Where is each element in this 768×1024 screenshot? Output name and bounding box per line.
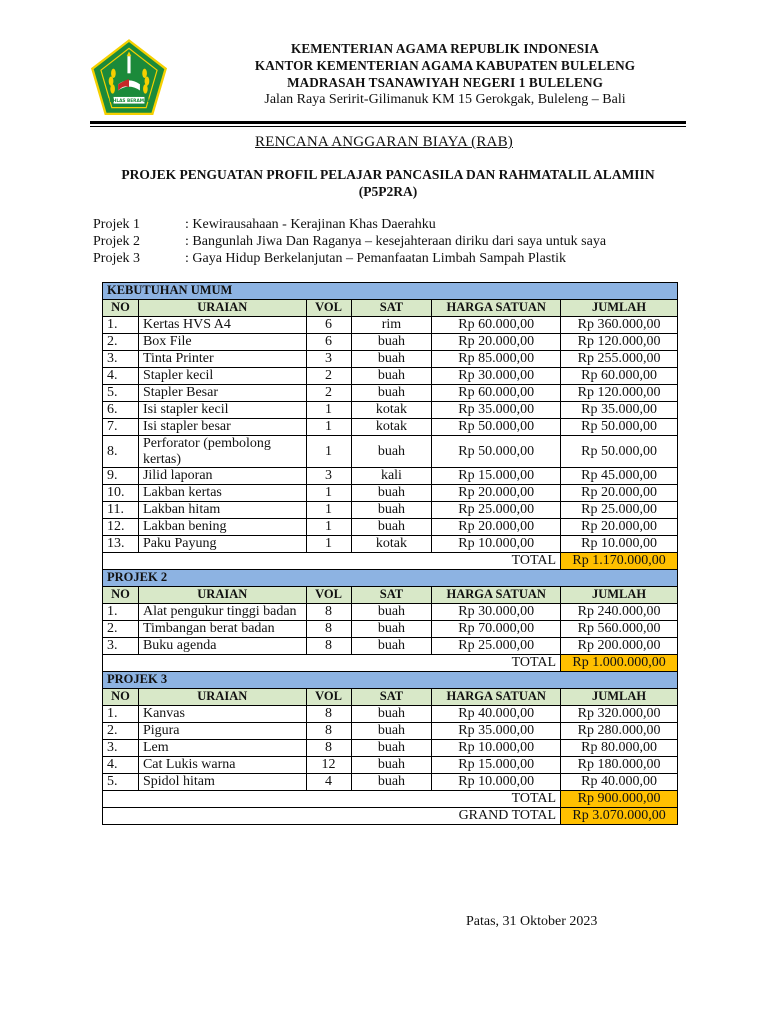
- table-row: [103, 536, 678, 553]
- cell-jumlah: Rp 60.000,00: [561, 368, 678, 385]
- column-header-jumlah: JUMLAH: [561, 689, 678, 706]
- total-label: TOTAL: [103, 655, 561, 672]
- cell-uraian: Perforator (pembolong kertas): [138, 436, 306, 468]
- table-row: [103, 740, 678, 757]
- cell-vol: 6: [306, 334, 351, 351]
- cell-sat: buah: [351, 604, 432, 621]
- cell-vol: 4: [306, 774, 351, 791]
- column-header-row: [103, 587, 678, 604]
- cell-jumlah: Rp 120.000,00: [561, 334, 678, 351]
- column-header-row: [103, 689, 678, 706]
- cell-vol: 6: [306, 317, 351, 334]
- cell-uraian: Lakban kertas: [138, 485, 306, 502]
- cell-uraian: Jilid laporan: [138, 468, 306, 485]
- column-header-no: NO: [103, 300, 139, 317]
- cell-sat: buah: [351, 638, 432, 655]
- table-row: [103, 621, 678, 638]
- cell-harga: Rp 25.000,00: [432, 502, 561, 519]
- cell-no: 4.: [103, 368, 139, 385]
- table-row: [103, 774, 678, 791]
- cell-vol: 8: [306, 621, 351, 638]
- column-header-uraian: URAIAN: [138, 300, 306, 317]
- document-title: RENCANA ANGGARAN BIAYA (RAB): [255, 134, 513, 150]
- section-title: PROJEK 2: [103, 570, 678, 587]
- table-row: [103, 638, 678, 655]
- cell-vol: 8: [306, 604, 351, 621]
- cell-no: 9.: [103, 468, 139, 485]
- table-row: [103, 317, 678, 334]
- cell-uraian: Box File: [138, 334, 306, 351]
- cell-uraian: Kertas HVS A4: [138, 317, 306, 334]
- project-item: [93, 233, 606, 250]
- cell-vol: 8: [306, 638, 351, 655]
- column-header-jumlah: JUMLAH: [561, 587, 678, 604]
- cell-no: 1.: [103, 604, 139, 621]
- section-header-row: [103, 283, 678, 300]
- cell-sat: rim: [351, 317, 432, 334]
- table-row: [103, 485, 678, 502]
- cell-vol: 1: [306, 519, 351, 536]
- cell-jumlah: Rp 240.000,00: [561, 604, 678, 621]
- subtitle-line-2: (P5P2RA): [358, 184, 418, 199]
- table-row: [103, 402, 678, 419]
- cell-jumlah: Rp 40.000,00: [561, 774, 678, 791]
- cell-no: 7.: [103, 419, 139, 436]
- cell-uraian: Paku Payung: [138, 536, 306, 553]
- ministry-name: KEMENTERIAN AGAMA REPUBLIK INDONESIA: [290, 41, 600, 56]
- cell-harga: Rp 10.000,00: [432, 536, 561, 553]
- cell-uraian: Tinta Printer: [138, 351, 306, 368]
- cell-vol: 3: [306, 468, 351, 485]
- total-row: [103, 655, 678, 672]
- cell-harga: Rp 20.000,00: [432, 334, 561, 351]
- cell-uraian: Pigura: [138, 723, 306, 740]
- cell-uraian: Lakban bening: [138, 519, 306, 536]
- cell-vol: 1: [306, 402, 351, 419]
- cell-harga: Rp 35.000,00: [432, 723, 561, 740]
- cell-harga: Rp 70.000,00: [432, 621, 561, 638]
- column-header-sat: SAT: [351, 300, 432, 317]
- office-name: KANTOR KEMENTERIAN AGAMA KABUPATEN BULELENG: [254, 58, 636, 73]
- table-row: [103, 757, 678, 774]
- cell-jumlah: Rp 20.000,00: [561, 519, 678, 536]
- table-row: [103, 468, 678, 485]
- cell-sat: buah: [351, 723, 432, 740]
- cell-harga: Rp 35.000,00: [432, 402, 561, 419]
- budget-table: [102, 282, 678, 825]
- cell-vol: 1: [306, 485, 351, 502]
- project-value: : Kewirausahaan - Kerajinan Khas Daerahku: [185, 217, 436, 232]
- letterhead-text: [240, 40, 650, 108]
- cell-sat: kotak: [351, 536, 432, 553]
- total-value: Rp 900.000,00: [561, 791, 678, 808]
- cell-harga: Rp 60.000,00: [432, 317, 561, 334]
- cell-jumlah: Rp 80.000,00: [561, 740, 678, 757]
- column-header-harga: HARGA SATUAN: [432, 300, 561, 317]
- total-row: [103, 791, 678, 808]
- cell-no: 3.: [103, 740, 139, 757]
- column-header-no: NO: [103, 689, 139, 706]
- project-label: Projek 1: [93, 217, 141, 232]
- cell-sat: buah: [351, 436, 432, 468]
- table-row: [103, 368, 678, 385]
- column-header-uraian: URAIAN: [138, 587, 306, 604]
- cell-no: 5.: [103, 774, 139, 791]
- cell-no: 13.: [103, 536, 139, 553]
- cell-no: 1.: [103, 317, 139, 334]
- cell-harga: Rp 30.000,00: [432, 604, 561, 621]
- cell-jumlah: Rp 10.000,00: [561, 536, 678, 553]
- total-value: Rp 1.170.000,00: [561, 553, 678, 570]
- cell-harga: Rp 20.000,00: [432, 519, 561, 536]
- signature-date: Patas, 31 Oktober 2023: [466, 914, 598, 929]
- cell-harga: Rp 60.000,00: [432, 385, 561, 402]
- total-label: TOTAL: [103, 553, 561, 570]
- cell-harga: Rp 15.000,00: [432, 468, 561, 485]
- cell-jumlah: Rp 320.000,00: [561, 706, 678, 723]
- grand-total-label: GRAND TOTAL: [103, 808, 561, 825]
- cell-vol: 1: [306, 502, 351, 519]
- cell-sat: buah: [351, 385, 432, 402]
- table-row: [103, 351, 678, 368]
- cell-jumlah: Rp 45.000,00: [561, 468, 678, 485]
- project-label: Projek 3: [93, 251, 141, 266]
- column-header-sat: SAT: [351, 689, 432, 706]
- cell-vol: 8: [306, 723, 351, 740]
- cell-harga: Rp 20.000,00: [432, 485, 561, 502]
- cell-no: 11.: [103, 502, 139, 519]
- cell-vol: 8: [306, 740, 351, 757]
- cell-jumlah: Rp 360.000,00: [561, 317, 678, 334]
- cell-harga: Rp 40.000,00: [432, 706, 561, 723]
- total-value: Rp 1.000.000,00: [561, 655, 678, 672]
- cell-vol: 1: [306, 419, 351, 436]
- column-header-row: [103, 300, 678, 317]
- table-row: [103, 604, 678, 621]
- table-row: [103, 519, 678, 536]
- cell-uraian: Lem: [138, 740, 306, 757]
- section-header-row: [103, 570, 678, 587]
- column-header-vol: VOL: [306, 300, 351, 317]
- cell-sat: buah: [351, 368, 432, 385]
- cell-jumlah: Rp 50.000,00: [561, 436, 678, 468]
- cell-sat: kali: [351, 468, 432, 485]
- column-header-jumlah: JUMLAH: [561, 300, 678, 317]
- cell-sat: buah: [351, 334, 432, 351]
- cell-jumlah: Rp 120.000,00: [561, 385, 678, 402]
- cell-vol: 2: [306, 385, 351, 402]
- total-row: [103, 553, 678, 570]
- cell-sat: buah: [351, 502, 432, 519]
- table-row: [103, 419, 678, 436]
- cell-sat: buah: [351, 740, 432, 757]
- cell-jumlah: Rp 180.000,00: [561, 757, 678, 774]
- cell-vol: 1: [306, 436, 351, 468]
- cell-uraian: Cat Lukis warna: [138, 757, 306, 774]
- grand-total-value: Rp 3.070.000,00: [561, 808, 678, 825]
- column-header-sat: SAT: [351, 587, 432, 604]
- column-header-vol: VOL: [306, 689, 351, 706]
- total-label: TOTAL: [103, 791, 561, 808]
- table-row: [103, 502, 678, 519]
- cell-harga: Rp 50.000,00: [432, 436, 561, 468]
- cell-sat: buah: [351, 519, 432, 536]
- cell-no: 3.: [103, 351, 139, 368]
- cell-harga: Rp 30.000,00: [432, 368, 561, 385]
- cell-sat: buah: [351, 485, 432, 502]
- cell-sat: kotak: [351, 402, 432, 419]
- cell-jumlah: Rp 25.000,00: [561, 502, 678, 519]
- svg-text:IKHLAS BERAMAL: IKHLAS BERAMAL: [107, 99, 151, 105]
- column-header-vol: VOL: [306, 587, 351, 604]
- cell-no: 10.: [103, 485, 139, 502]
- cell-uraian: Isi stapler besar: [138, 419, 306, 436]
- section-title: PROJEK 3: [103, 672, 678, 689]
- grand-total-row: [103, 808, 678, 825]
- cell-no: 6.: [103, 402, 139, 419]
- cell-uraian: Isi stapler kecil: [138, 402, 306, 419]
- cell-sat: buah: [351, 774, 432, 791]
- cell-no: 12.: [103, 519, 139, 536]
- letterhead-rule-thin: [90, 126, 686, 127]
- cell-vol: 2: [306, 368, 351, 385]
- project-item: [93, 216, 606, 233]
- cell-jumlah: Rp 560.000,00: [561, 621, 678, 638]
- section-title: KEBUTUHAN UMUM: [103, 283, 678, 300]
- cell-vol: 12: [306, 757, 351, 774]
- letterhead-rule-thick: [90, 121, 686, 124]
- letterhead: [0, 0, 768, 125]
- cell-uraian: Buku agenda: [138, 638, 306, 655]
- column-header-harga: HARGA SATUAN: [432, 587, 561, 604]
- table-row: [103, 706, 678, 723]
- cell-sat: buah: [351, 706, 432, 723]
- column-header-no: NO: [103, 587, 139, 604]
- kemenag-logo-icon: [90, 38, 168, 118]
- cell-uraian: Kanvas: [138, 706, 306, 723]
- cell-no: 8.: [103, 436, 139, 468]
- school-name: MADRASAH TSANAWIYAH NEGERI 1 BULELENG: [287, 75, 603, 90]
- cell-jumlah: Rp 35.000,00: [561, 402, 678, 419]
- cell-vol: 3: [306, 351, 351, 368]
- project-value: : Gaya Hidup Berkelanjutan – Pemanfaatan Limbah Sampah Plastik: [185, 251, 567, 266]
- cell-jumlah: Rp 50.000,00: [561, 419, 678, 436]
- table-row: [103, 385, 678, 402]
- cell-harga: Rp 25.000,00: [432, 638, 561, 655]
- cell-sat: buah: [351, 351, 432, 368]
- cell-no: 2.: [103, 621, 139, 638]
- column-header-harga: HARGA SATUAN: [432, 689, 561, 706]
- cell-vol: 8: [306, 706, 351, 723]
- subtitle-line-1: PROJEK PENGUATAN PROFIL PELAJAR PANCASILA DAN RAHMATALIL ALAMIIN: [121, 167, 655, 182]
- cell-no: 5.: [103, 385, 139, 402]
- table-row: [103, 723, 678, 740]
- cell-no: 2.: [103, 723, 139, 740]
- cell-no: 3.: [103, 638, 139, 655]
- cell-uraian: Stapler Besar: [138, 385, 306, 402]
- cell-harga: Rp 50.000,00: [432, 419, 561, 436]
- cell-jumlah: Rp 280.000,00: [561, 723, 678, 740]
- cell-jumlah: Rp 20.000,00: [561, 485, 678, 502]
- cell-uraian: Alat pengukur tinggi badan: [138, 604, 306, 621]
- cell-harga: Rp 10.000,00: [432, 740, 561, 757]
- cell-sat: kotak: [351, 419, 432, 436]
- cell-harga: Rp 15.000,00: [432, 757, 561, 774]
- cell-sat: buah: [351, 621, 432, 638]
- cell-jumlah: Rp 200.000,00: [561, 638, 678, 655]
- cell-no: 2.: [103, 334, 139, 351]
- cell-no: 4.: [103, 757, 139, 774]
- cell-uraian: Stapler kecil: [138, 368, 306, 385]
- section-header-row: [103, 672, 678, 689]
- column-header-uraian: URAIAN: [138, 689, 306, 706]
- cell-sat: buah: [351, 757, 432, 774]
- cell-no: 1.: [103, 706, 139, 723]
- project-item: [93, 250, 606, 267]
- cell-uraian: Timbangan berat badan: [138, 621, 306, 638]
- cell-harga: Rp 85.000,00: [432, 351, 561, 368]
- project-value: : Bangunlah Jiwa Dan Raganya – kesejahteraan diriku dari saya untuk saya: [185, 234, 607, 249]
- cell-uraian: Spidol hitam: [138, 774, 306, 791]
- table-row: [103, 436, 678, 468]
- project-label: Projek 2: [93, 234, 141, 249]
- cell-harga: Rp 10.000,00: [432, 774, 561, 791]
- table-row: [103, 334, 678, 351]
- school-address: Jalan Raya Seririt-Gilimanuk KM 15 Gerokgak, Buleleng – Bali: [264, 92, 626, 107]
- cell-jumlah: Rp 255.000,00: [561, 351, 678, 368]
- cell-uraian: Lakban hitam: [138, 502, 306, 519]
- document-subtitle: [90, 166, 686, 200]
- cell-vol: 1: [306, 536, 351, 553]
- project-list: [93, 216, 606, 267]
